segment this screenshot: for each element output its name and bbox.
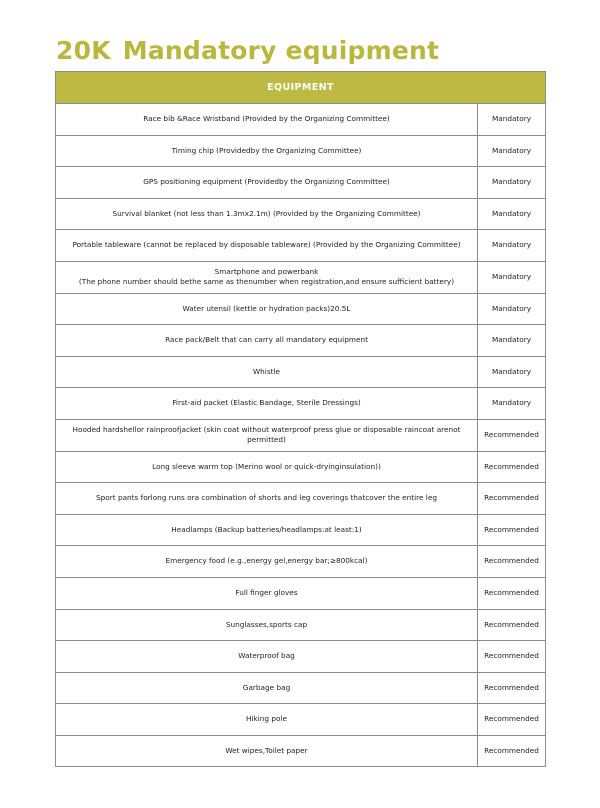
- table-row: [56, 230, 546, 262]
- equipment-table: [55, 71, 546, 767]
- title-distance: 20K: [56, 36, 111, 65]
- title-text: Mandatory equipment: [122, 36, 440, 65]
- equipment-item-cell: [56, 672, 478, 704]
- equipment-item-cell: [56, 577, 478, 609]
- equipment-item: Hiking pole: [246, 714, 287, 724]
- equipment-item-note: (The phone number should bethe same as thenumber when registration,and ensure sufficient battery): [78, 277, 455, 287]
- table-row: [56, 356, 546, 388]
- table-body: [56, 104, 546, 767]
- equipment-item-cell: [56, 735, 478, 767]
- equipment-item-cell: [56, 451, 478, 483]
- requirement-status: Recommended: [478, 419, 546, 451]
- table-row: [56, 167, 546, 199]
- equipment-item: Portable tableware (cannot be replaced by disposable tableware) (Provided by the Organizing Committee): [72, 240, 461, 250]
- table-header-row: [56, 72, 546, 104]
- equipment-item: GPS positioning equipment (Providedby the Organizing Committee): [143, 177, 390, 187]
- equipment-item-cell: [56, 325, 478, 357]
- requirement-status: Mandatory: [478, 293, 546, 325]
- equipment-item: Whistle: [252, 366, 281, 376]
- equipment-item-cell: [56, 104, 478, 136]
- table-row: [56, 293, 546, 325]
- equipment-item: First-aid packet (Elastic Bandage, Sterile Dressings): [172, 398, 361, 408]
- requirement-status: Recommended: [478, 641, 546, 673]
- equipment-item-cell: [56, 546, 478, 578]
- requirement-status: Mandatory: [478, 388, 546, 420]
- table-row: [56, 104, 546, 136]
- equipment-item-cell: [56, 609, 478, 641]
- table-row: [56, 735, 546, 767]
- requirement-status: Mandatory: [478, 104, 546, 136]
- equipment-item-cell: [56, 514, 478, 546]
- requirement-status: Mandatory: [478, 230, 546, 262]
- equipment-item-cell: [56, 167, 478, 199]
- requirement-status: Recommended: [478, 735, 546, 767]
- equipment-item-cell: [56, 135, 478, 167]
- table-row: [56, 609, 546, 641]
- table-row: [56, 451, 546, 483]
- table-row: [56, 577, 546, 609]
- table-row: [56, 514, 546, 546]
- equipment-item: Wet wipes,Toilet paper: [225, 745, 308, 755]
- requirement-status: Recommended: [478, 577, 546, 609]
- requirement-status: Recommended: [478, 514, 546, 546]
- equipment-item: Waterproof bag: [238, 651, 295, 661]
- equipment-item: Timing chip (Providedby the Organizing Committee): [171, 145, 362, 155]
- table-row: [56, 388, 546, 420]
- equipment-item: Water utensil (kettle or hydration packs)20.5L: [182, 303, 351, 313]
- equipment-item-cell: [56, 293, 478, 325]
- equipment-item-cell: [56, 388, 478, 420]
- equipment-item: Long sleeve warm top (Merino wool or quick-dryinginsulation)): [152, 461, 381, 471]
- equipment-item-cell: [56, 641, 478, 673]
- equipment-item: Sport pants forlong runs ora combination of shorts and leg coverings thatcover the entire leg: [96, 493, 437, 503]
- equipment-item-cell: [56, 419, 478, 451]
- equipment-item: Garbage bag: [242, 682, 291, 692]
- requirement-status: Recommended: [478, 672, 546, 704]
- table-row: [56, 672, 546, 704]
- requirement-status: Recommended: [478, 609, 546, 641]
- table-row: [56, 261, 546, 293]
- equipment-item-cell: [56, 230, 478, 262]
- requirement-status: Mandatory: [478, 261, 546, 293]
- equipment-item-cell: [56, 198, 478, 230]
- equipment-item: Race pack/Belt that can carry all mandatory equipment: [165, 335, 368, 345]
- equipment-item: Survival blanket (not less than 1.3mx2.1m) (Provided by the Organizing Committee): [112, 208, 421, 218]
- requirement-status: Recommended: [478, 546, 546, 578]
- table-row: [56, 546, 546, 578]
- requirement-status: Mandatory: [478, 167, 546, 199]
- equipment-item: Smartphone and powerbank: [214, 266, 319, 276]
- table-row: [56, 641, 546, 673]
- requirement-status: Recommended: [478, 704, 546, 736]
- table-row: [56, 483, 546, 515]
- requirement-status: Recommended: [478, 483, 546, 515]
- requirement-status: Mandatory: [478, 135, 546, 167]
- equipment-item: Headlamps (Backup batteries/headlamps:at least:1): [171, 524, 362, 534]
- equipment-item-cell: [56, 356, 478, 388]
- equipment-item: Race bib &Race Wristband (Provided by the Organizing Committee): [143, 114, 390, 123]
- equipment-item: Sunglasses,sports cap: [225, 619, 308, 629]
- requirement-status: Mandatory: [478, 325, 546, 357]
- requirement-status: Mandatory: [478, 198, 546, 230]
- equipment-item: Hooded hardshellor rainproofjacket (skin coat without waterproof press glue or disposable raincoat arenot permitted): [72, 424, 461, 445]
- table-row: [56, 325, 546, 357]
- table-row: [56, 704, 546, 736]
- table-row: [56, 135, 546, 167]
- equipment-item: Emergency food (e.g.,energy gel,energy bar;≥800kcal): [165, 556, 368, 566]
- requirement-status: Recommended: [478, 451, 546, 483]
- equipment-item-cell: [56, 483, 478, 515]
- equipment-item: Full finger gloves: [235, 587, 298, 597]
- table-row: [56, 198, 546, 230]
- table-header: EQUIPMENT: [56, 72, 546, 104]
- table-row: [56, 419, 546, 451]
- requirement-status: Mandatory: [478, 356, 546, 388]
- equipment-item-cell: [56, 261, 478, 293]
- page-title: [56, 36, 439, 65]
- equipment-item-cell: [56, 704, 478, 736]
